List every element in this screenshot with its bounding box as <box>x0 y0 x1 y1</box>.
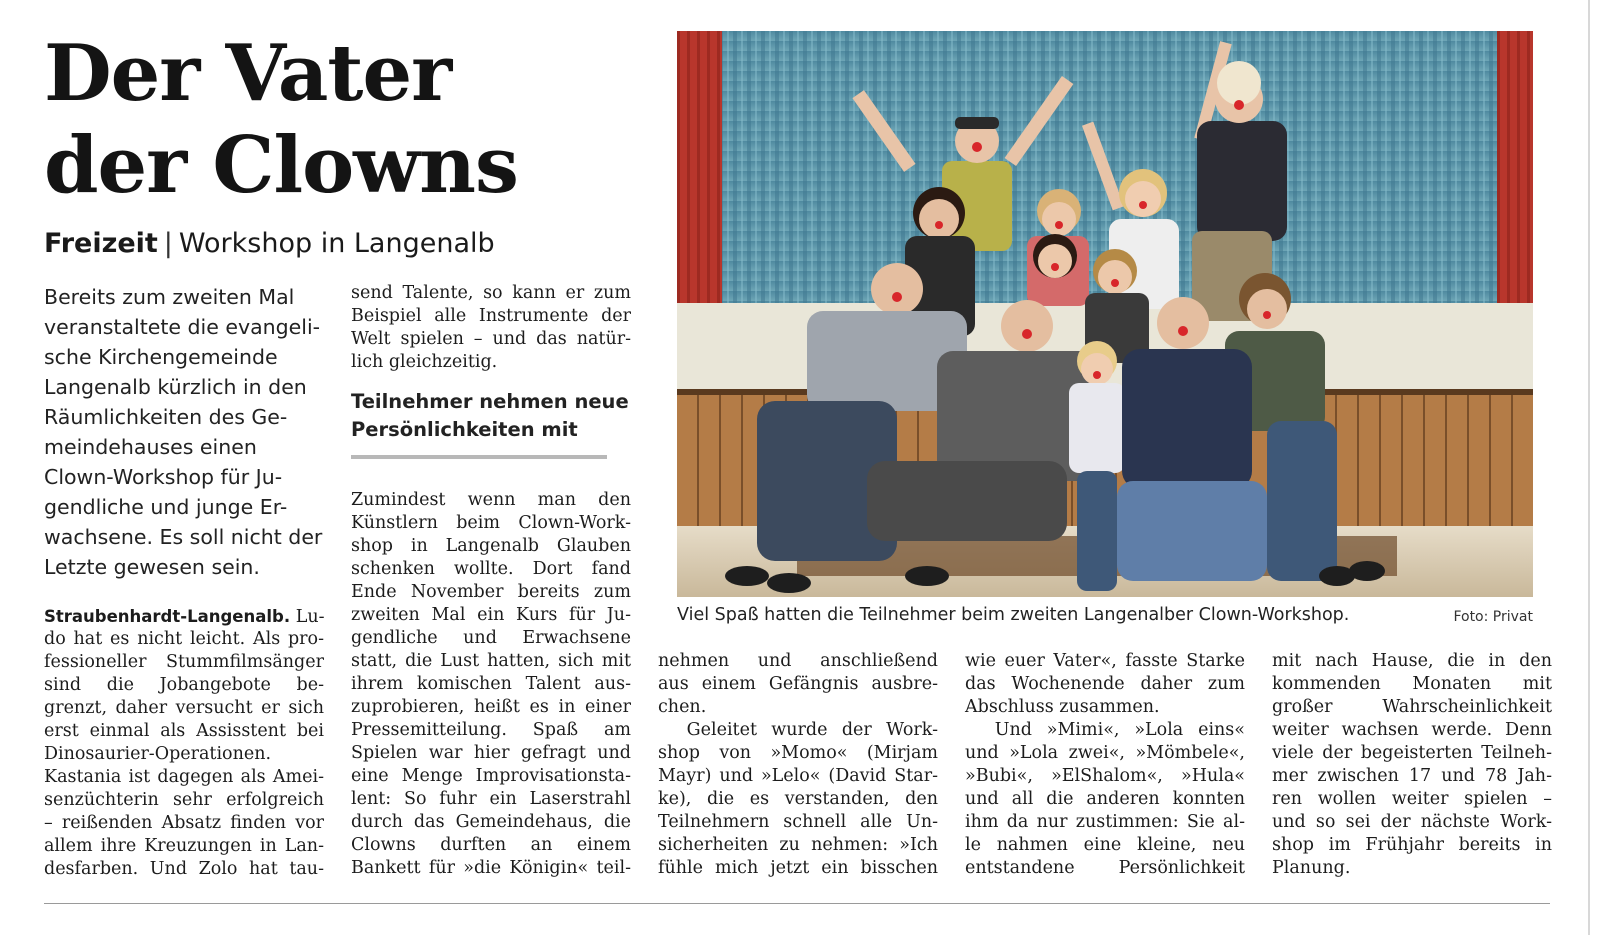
lead-line: Letzte gewesen sein. <box>44 555 260 579</box>
body-line: Welt spielen – und das natür- <box>351 329 631 349</box>
body-line <box>44 605 324 628</box>
body-line: und »Lola zwei«, »Mömbele«, <box>965 743 1245 763</box>
headline <box>44 28 604 212</box>
body-line: zuprobieren, heißt es in einer <box>351 697 631 717</box>
rubric-category: Freizeit <box>44 228 158 259</box>
subheading-line: Teilnehmer nehmen neue <box>351 390 629 413</box>
body-line: Zumindest wenn man den <box>351 490 631 510</box>
body-line: Geleitet wurde der Work- <box>658 720 938 740</box>
headline-line-2: der Clowns <box>44 120 518 211</box>
body-line: do hat es nicht leicht. Als pro- <box>44 629 324 649</box>
body-line: Beispiel alle Instrumente der <box>351 306 631 326</box>
lead-line: Räumlichkeiten des Ge- <box>44 405 288 429</box>
lead-line: sche Kirchengemeinde <box>44 345 278 369</box>
body-line: wie euer Vater«, fasste Starke <box>965 651 1245 671</box>
body-line: Teilnehmern schnell alle Un- <box>658 812 938 832</box>
page-edge-rule <box>1588 0 1590 935</box>
body-line: – reißenden Absatz finden vor <box>44 813 324 833</box>
body-line: großer Wahrscheinlichkeit <box>1272 697 1552 717</box>
body-line: shop von »Momo« (Mirjam <box>658 743 938 763</box>
body-line: senzüchterin sehr erfolgreich <box>44 790 324 810</box>
body-line: send Talente, so kann er zum <box>351 283 631 303</box>
body-line: durch das Gemeindehaus, die <box>351 812 631 832</box>
body-column-1 <box>44 605 324 881</box>
dateline-continuation: Lu- <box>295 607 325 627</box>
body-line: Künstlern beim Clown-Work- <box>351 513 631 533</box>
body-line: aus einem Gefängnis ausbre- <box>658 674 938 694</box>
body-line: gendliche und Erwachsene <box>351 628 631 648</box>
body-column-5 <box>1272 650 1552 880</box>
body-line: ihrem komischen Talent aus- <box>351 674 631 694</box>
body-line: eine Menge Improvisationsta- <box>351 766 631 786</box>
body-line: ihm da nur zustimmen: Sie al- <box>965 812 1245 832</box>
body-line: fühle mich jetzt ein bisschen <box>658 858 938 878</box>
body-line: nehmen und anschließend <box>658 651 938 671</box>
lead-line: wachsene. Es soll nicht der <box>44 525 323 549</box>
lead-line: meindehauses einen <box>44 435 257 459</box>
rubric-topic: Workshop in Langenalb <box>178 228 495 259</box>
body-line: Abschluss zusammen. <box>965 697 1160 717</box>
group-photo-clowns <box>677 31 1533 597</box>
body-column-2 <box>351 489 631 880</box>
body-line: Und »Mimi«, »Lola eins« <box>965 720 1245 740</box>
caption-text: Viel Spaß hatten die Teilnehmer beim zweiten Langenalber Clown-Workshop. <box>677 605 1350 625</box>
body-line: le nahmen eine kleine, neu <box>965 835 1245 855</box>
subheading <box>351 388 629 444</box>
dateline: Straubenhardt-Langenalb. <box>44 607 291 626</box>
lead-line: Bereits zum zweiten Mal <box>44 285 295 309</box>
body-line: Spielen war hier gefragt und <box>351 743 631 763</box>
body-line: weiter wachsen werde. Denn <box>1272 720 1552 740</box>
body-line: fessioneller Stummfilmsänger <box>44 652 324 672</box>
lead-line: veranstaltete die evangeli- <box>44 315 321 339</box>
body-line: lent: So fuhr ein Laserstrahl <box>351 789 631 809</box>
body-line: entstandene Persönlichkeit <box>965 858 1245 878</box>
body-line: »Bubi«, »ElShalom«, »Hula« <box>965 766 1245 786</box>
body-line: schenken wollte. Dort fand <box>351 559 631 579</box>
body-line: chen. <box>658 697 707 717</box>
body-line: Pressemitteilung. Spaß am <box>351 720 631 740</box>
body-line: viele der begeisterten Teilneh- <box>1272 743 1552 763</box>
body-line: kommenden Monaten mit <box>1272 674 1552 694</box>
body-line: lich gleichzeitig. <box>351 352 498 372</box>
body-line: ren wollen weiter spielen – <box>1272 789 1552 809</box>
photo-credit: Foto: Privat <box>1453 609 1533 625</box>
body-line: Planung. <box>1272 858 1351 878</box>
body-line: und all die anderen konnten <box>965 789 1245 809</box>
body-line: grenzt, daher versucht er sich <box>44 698 324 718</box>
body-line: shop im Frühjahr bereits in <box>1272 835 1552 855</box>
body-line: shop in Langenalb Glauben <box>351 536 631 556</box>
subheading-line: Persönlichkeiten mit <box>351 418 578 441</box>
body-column-2-top <box>351 282 631 374</box>
body-line: desfarben. Und Zolo hat tau- <box>44 859 324 879</box>
rubric <box>44 226 495 262</box>
headline-line-1: Der Vater <box>44 28 452 119</box>
rubric-separator: | <box>163 228 173 259</box>
photo-illustration <box>677 31 1533 597</box>
body-line: Clowns durften an einem <box>351 835 631 855</box>
bottom-rule <box>44 903 1550 904</box>
body-line: statt, die Lust hatten, sich mit <box>351 651 631 671</box>
body-column-4 <box>965 650 1245 880</box>
body-line: Ende November bereits zum <box>351 582 631 602</box>
body-line: Kastania ist dagegen als Amei- <box>44 767 324 787</box>
body-column-3 <box>658 650 938 880</box>
body-line: erst einmal als Assisstent bei <box>44 721 324 741</box>
body-line: das Wochenende daher zum <box>965 674 1245 694</box>
body-line: Mayr) und »Lelo« (David Star- <box>658 766 938 786</box>
subheading-rule <box>351 455 607 459</box>
lead-line: Langenalb kürzlich in den <box>44 375 307 399</box>
lead-line: gendliche und junge Er- <box>44 495 288 519</box>
body-line: ke), die es verstanden, den <box>658 789 938 809</box>
body-line: sicherheiten zu nehmen: »Ich <box>658 835 938 855</box>
body-line: Dinosaurier-Operationen. <box>44 744 272 764</box>
body-line: Bankett für »die Königin« teil- <box>351 858 631 878</box>
body-line: allem ihre Kreuzungen in Lan- <box>44 836 324 856</box>
body-line: mit nach Hause, die in den <box>1272 651 1552 671</box>
lead-paragraph <box>44 282 334 582</box>
body-line: mer zwischen 17 und 78 Jah- <box>1272 766 1552 786</box>
lead-line: Clown-Workshop für Ju- <box>44 465 283 489</box>
body-line: und so sei der nächste Work- <box>1272 812 1552 832</box>
body-line: sind die Jobangebote be- <box>44 675 324 695</box>
body-line: zweiten Mal ein Kurs für Ju- <box>351 605 631 625</box>
